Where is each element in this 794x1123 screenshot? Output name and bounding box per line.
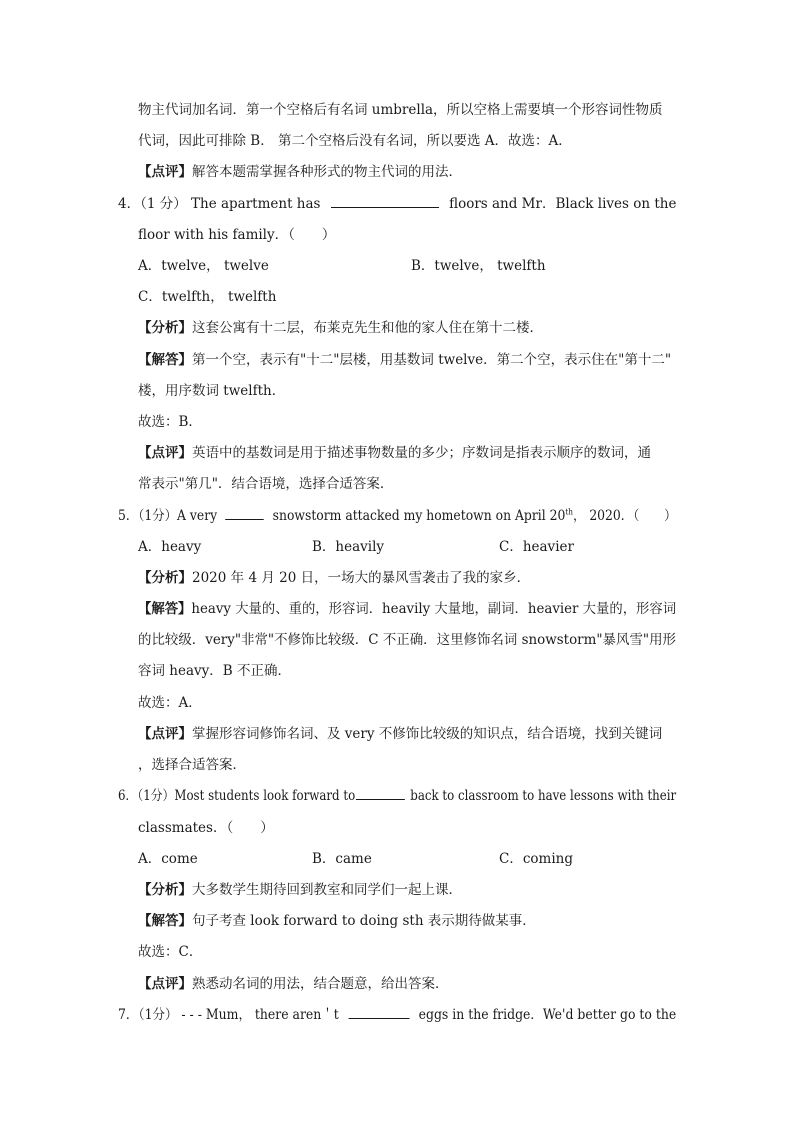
solution-tag: 【解答】 bbox=[138, 352, 192, 368]
q5-solution-cont: 容词 heavy．B 不正确． bbox=[138, 663, 291, 679]
comment-tag: 【点评】 bbox=[138, 445, 192, 461]
comment-text: 解答本题需掌握各种形式的物主代词的用法． bbox=[192, 164, 462, 180]
answer-blank bbox=[356, 786, 405, 800]
q5-stem-part: ， 2020．（ ） bbox=[573, 508, 677, 524]
question-5-stem bbox=[118, 506, 676, 526]
q6-stem-part: back to classroom to have lessons with their bbox=[410, 788, 677, 804]
q5-option-c: C．heavier bbox=[499, 539, 574, 555]
q5-stem-part: snowstorm attacked my hometown on April 20 bbox=[272, 508, 566, 524]
analysis-tag: 【分析】 bbox=[138, 570, 192, 586]
answer-blank bbox=[331, 194, 439, 208]
text-line: 代词，因此可排除 B． 第二个空格后没有名词，所以要选 A．故选：A． bbox=[138, 133, 572, 149]
question-4-stem-cont: floor with his family．（ ） bbox=[138, 227, 336, 243]
comment-text: 英语中的基数词是用于描述事物数量的多少；序数词是指表示顺序的数词，通 bbox=[192, 445, 651, 461]
q4-option-c: C．twelfth， twelfth bbox=[138, 289, 277, 305]
analysis-tag: 【分析】 bbox=[138, 882, 192, 898]
comment-tag: 【点评】 bbox=[138, 164, 192, 180]
q6-option-a: A．come bbox=[138, 851, 198, 867]
q5-option-b: B．heavily bbox=[312, 539, 385, 555]
comment-line bbox=[138, 162, 462, 182]
text-line: 物主代词加名词．第一个空格后有名词 umbrella，所以空格上需要填一个形容词性物质 bbox=[138, 102, 663, 118]
q6-comment bbox=[138, 974, 449, 994]
comment-tag: 【点评】 bbox=[138, 726, 192, 742]
q7-stem-part: 7．（1分） - - - Mum， there aren＇t bbox=[118, 1007, 339, 1023]
q5-option-a: A．heavy bbox=[138, 539, 202, 555]
q6-solution bbox=[138, 911, 536, 931]
q5-solution-cont: 的比较级．very"非常"不修饰比较级．C 不正确．这里修饰名词 snowstorm"暴风雪"用形 bbox=[138, 632, 677, 648]
analysis-text: 大多数学生期待回到教室和同学们一起上课． bbox=[192, 882, 462, 898]
solution-text: heavy 大量的、重的，形容词．heavily 大量地，副词．heavier 大量的，形容词 bbox=[191, 601, 677, 617]
q6-option-c: C．coming bbox=[499, 851, 573, 867]
solution-text: 第一个空，表示有"十二"层楼，用基数词 twelve．第二个空，表示住在"第十二" bbox=[192, 352, 672, 368]
q4-stem-part: 4．（1 分） The apartment has bbox=[118, 196, 321, 212]
q5-comment-cont: ，选择合适答案． bbox=[138, 757, 246, 773]
q4-analysis bbox=[138, 318, 543, 338]
analysis-tag: 【分析】 bbox=[138, 320, 192, 336]
analysis-text: 这套公寓有十二层，布莱克先生和他的家人住在第十二楼． bbox=[192, 320, 543, 336]
q5-stem-part: 5．（1分）A very bbox=[118, 508, 218, 524]
q4-solution bbox=[138, 350, 671, 370]
comment-text: 掌握形容词修饰名词、及 very 不修饰比较级的知识点，结合语境，找到关键词 bbox=[192, 726, 663, 742]
q6-analysis bbox=[138, 880, 462, 900]
solution-tag: 【解答】 bbox=[138, 913, 192, 929]
q5-comment bbox=[138, 724, 662, 744]
q6-answer: 故选：C． bbox=[138, 944, 203, 960]
q4-option-b: B．twelve， twelfth bbox=[411, 258, 546, 274]
q4-stem-part: floors and Mr．Black lives on the bbox=[449, 196, 677, 212]
q5-analysis bbox=[138, 568, 530, 588]
q5-answer: 故选：A． bbox=[138, 695, 202, 711]
q4-comment-cont: 常表示"第几"．结合语境，选择合适答案． bbox=[138, 476, 394, 492]
question-6-stem bbox=[118, 786, 676, 806]
q4-solution-cont: 楼，用序数词 twelfth． bbox=[138, 383, 286, 399]
q4-answer: 故选：B． bbox=[138, 414, 202, 430]
solution-text: 句子考查 look forward to doing sth 表示期待做某事． bbox=[192, 913, 536, 929]
analysis-text: 2020 年 4 月 20 日，一场大的暴风雪袭击了我的家乡． bbox=[192, 570, 531, 586]
q6-option-b: B．came bbox=[312, 851, 372, 867]
q6-stem-part: 6．（1分）Most students look forward to bbox=[118, 788, 356, 804]
question-6-stem-cont: classmates．（ ） bbox=[138, 820, 274, 836]
comment-tag: 【点评】 bbox=[138, 976, 192, 992]
q5-solution bbox=[138, 599, 676, 619]
comment-text: 熟悉动名词的用法，结合题意，给出答案． bbox=[192, 976, 449, 992]
q4-option-a: A．twelve， twelve bbox=[138, 258, 269, 274]
question-7-stem bbox=[118, 1005, 676, 1025]
q4-comment bbox=[138, 443, 651, 463]
superscript: th bbox=[565, 507, 574, 517]
q7-stem-part: eggs in the fridge．We'd better go to the bbox=[418, 1007, 677, 1023]
solution-tag: 【解答】 bbox=[138, 601, 192, 617]
question-4-stem bbox=[118, 194, 676, 214]
answer-blank bbox=[348, 1005, 409, 1019]
answer-blank bbox=[226, 506, 264, 520]
